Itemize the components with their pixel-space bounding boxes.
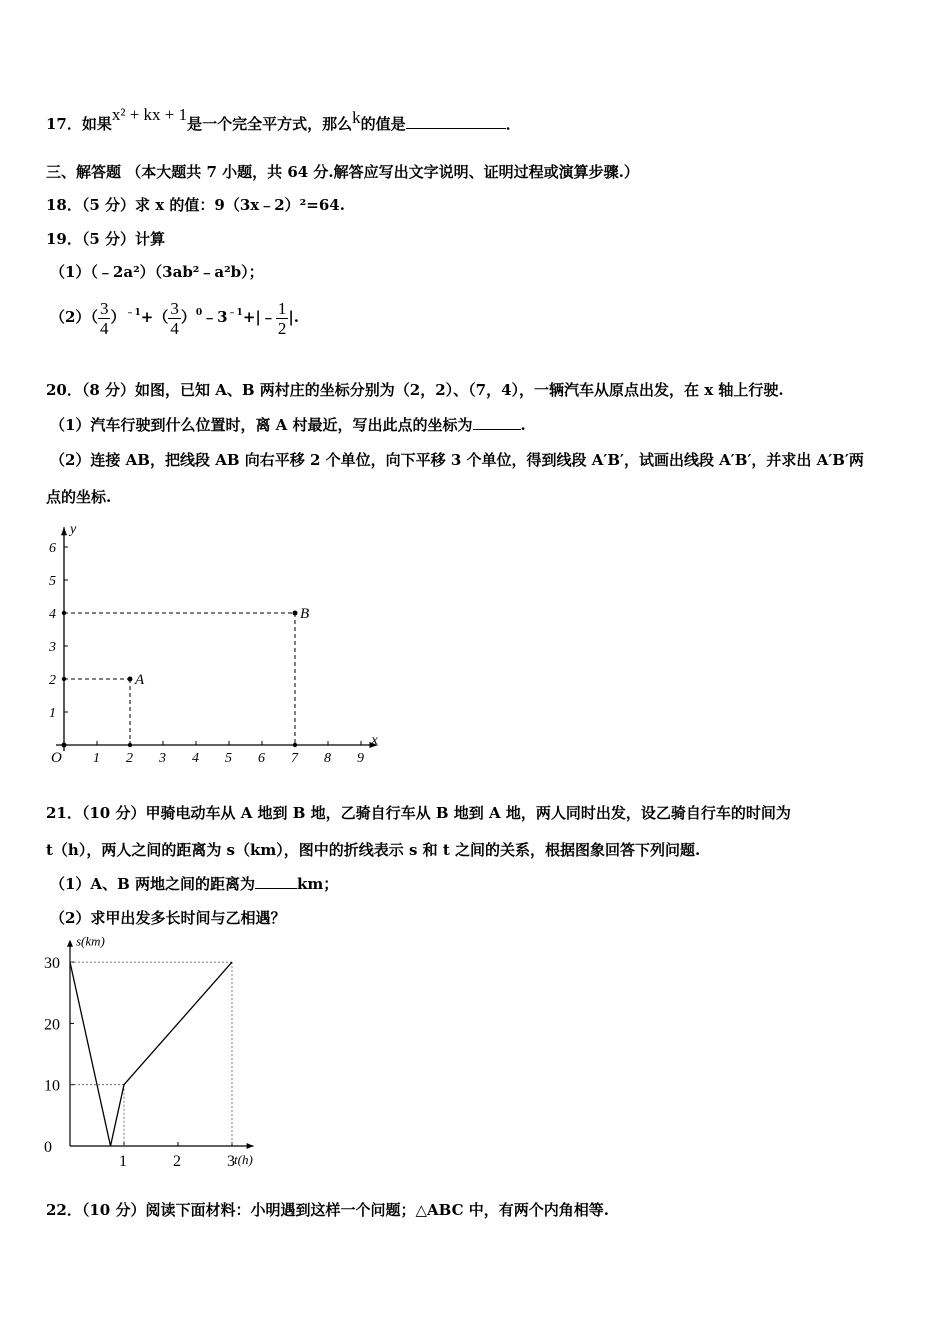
question-20-part1	[50, 415, 526, 435]
y-axis-label: s(km)	[76, 935, 105, 949]
distance-time-chart	[30, 935, 280, 1175]
x-tick-label: 2	[173, 1153, 181, 1170]
answer-blank[interactable]	[255, 874, 297, 889]
x-tick-label: 3	[159, 751, 166, 766]
q17-end: ．	[505, 115, 521, 133]
origin-dot	[62, 743, 67, 748]
q17-prefix: 17．如果	[46, 115, 112, 133]
distance-polyline	[70, 962, 232, 1146]
question-20-part2: （2）连接 AB，把线段 AB 向右平移 2 个单位，向下平移 3 个单位，得到线段 A′B′，试画出线段 A′B′，并求出 A′B′两	[50, 451, 864, 469]
y-axis-arrow	[61, 527, 67, 535]
question-18: 18．（5 分）求 x 的值：9（3x﹣2）²=64.	[46, 196, 345, 214]
y-tick-label: 20	[44, 1016, 60, 1034]
x-tick-label: 7	[291, 751, 298, 766]
exponent-2: ﹣1	[227, 308, 243, 318]
y-axis-arrow	[67, 940, 73, 947]
point-A	[128, 677, 133, 682]
fraction-three-quarters: $\frac{3}{4}$	[99, 298, 109, 338]
part1-end: .	[520, 416, 526, 434]
point-label-B: B	[300, 606, 310, 622]
abs-open: +|﹣	[242, 308, 276, 326]
abs-close: |.	[288, 308, 300, 326]
y-tick-label: 30	[44, 955, 60, 973]
y-tick-label: 3	[49, 640, 56, 655]
part-label: （2）	[50, 308, 91, 326]
y-tick-label: 6	[49, 541, 56, 556]
unit: km；	[296, 875, 339, 893]
x-tick-label: 9	[357, 751, 364, 766]
x-tick-label: 4	[192, 751, 199, 766]
minus-three: ﹣3	[202, 308, 228, 326]
x-axis-label: x	[371, 733, 378, 748]
x-tick-label: 1	[119, 1153, 127, 1170]
x-tick-label: 2	[126, 751, 133, 766]
axis-dot-y	[62, 611, 66, 615]
y-tick-label: 0	[44, 1139, 52, 1156]
x-tick-label: 8	[324, 751, 331, 766]
q17-suffix: 的值是	[360, 115, 406, 133]
x-tick-label: 1	[93, 751, 100, 766]
x-axis-arrow	[247, 1143, 254, 1149]
y-tick-label: 1	[49, 706, 56, 721]
fraction-half: $\frac{1}{2}$	[277, 298, 287, 338]
y-tick-label: 2	[49, 673, 56, 688]
answer-blank[interactable]	[406, 114, 506, 129]
y-axis-label: y	[70, 522, 77, 538]
part1-text: （1）A、B 两地之间的距离为	[50, 875, 255, 893]
question-20-title: 20．（8 分）如图，已知 A、B 两村庄的坐标分别为（2，2）、（7，4），一辆汽车从原点出发，在 x 轴上行驶.	[46, 381, 784, 399]
part1-text: （1）汽车行驶到什么位置时，离 A 村最近，写出此点的坐标为	[50, 416, 473, 434]
question-22: 22．（10 分）阅读下面材料：小明遇到这样一个问题；△ABC 中，有两个内角相等.	[46, 1201, 609, 1219]
point-label-A: A	[135, 672, 145, 688]
question-19-title: 19．（5 分）计算	[46, 230, 166, 248]
x-tick-label: 6	[258, 751, 265, 766]
y-tick-label: 10	[44, 1077, 60, 1095]
q17-expression: x² + kx + 1	[111, 105, 188, 124]
question-17	[46, 105, 521, 134]
question-19-part1: （1）（﹣2a²）（3ab²﹣a²b）；	[50, 263, 264, 281]
origin-label: O	[51, 750, 62, 766]
exponent: ﹣1	[125, 308, 141, 318]
point-B	[293, 611, 298, 616]
q17-mid: 是一个完全平方式，那么	[187, 115, 353, 133]
y-tick-label: 5	[49, 574, 56, 589]
coordinate-plane-chart	[40, 512, 390, 777]
question-20-part2-cont: 点的坐标.	[46, 488, 112, 506]
question-19-part2: （2）（ $\frac{3}{4}$ ）$^{﹣1}$+（ $\frac{3}{4}$ ）$^0﹣3^{﹣1}+|﹣$ $\frac{1}{2}$ |.	[50, 298, 300, 338]
y-tick-label: 4	[49, 607, 56, 622]
fraction-three-quarters-2: $\frac{3}{4}$	[170, 298, 179, 338]
q17-k: k	[352, 108, 361, 127]
axis-dot-y	[62, 677, 66, 681]
axis-dot-x	[293, 743, 297, 747]
section-heading: 三、解答题 （本大题共 7 小题，共 64 分.解答应写出文字说明、证明过程或演算步骤.）	[46, 163, 639, 181]
question-21-line2: t（h），两人之间的距离为 s（km），图中的折线表示 s 和 t 之间的关系，根据图象回答下列问题.	[46, 841, 701, 859]
axis-dot-x	[128, 743, 132, 747]
x-tick-label: 3	[227, 1153, 235, 1170]
plus-sign: +	[140, 308, 154, 326]
question-21-part2: （2）求甲出发多长时间与乙相遇？	[50, 909, 286, 927]
x-tick-label: 5	[225, 751, 232, 766]
x-axis-label: t(h)	[234, 1152, 253, 1167]
answer-blank[interactable]	[473, 415, 521, 430]
question-21-part1	[50, 874, 338, 894]
question-21-line1: 21．（10 分）甲骑电动车从 A 地到 B 地，乙骑自行车从 B 地到 A 地，两人同时出发，设乙骑自行车的时间为	[46, 804, 791, 822]
exponent-zero: 0	[195, 308, 203, 318]
